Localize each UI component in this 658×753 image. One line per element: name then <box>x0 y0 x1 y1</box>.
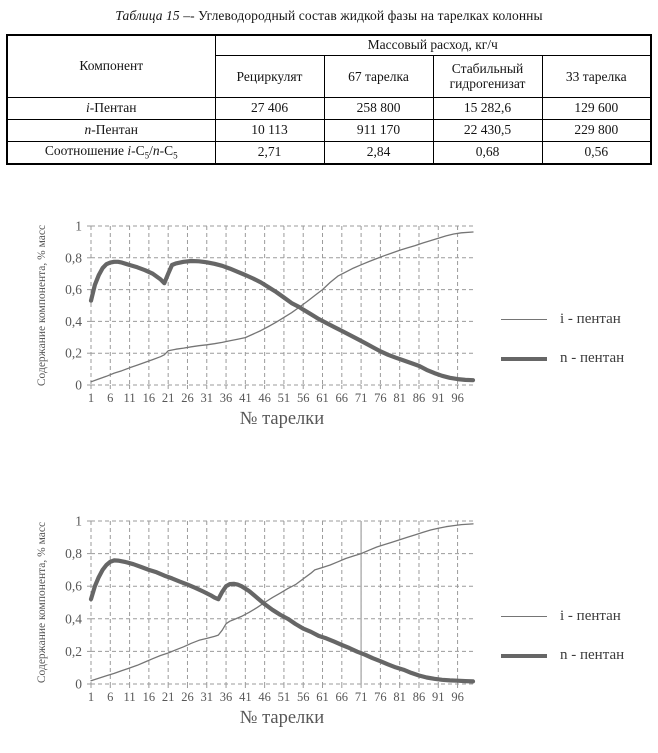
x-axis-labels <box>88 391 464 405</box>
svg-text:41: 41 <box>239 689 252 704</box>
table-row <box>7 119 651 141</box>
svg-text:0,8: 0,8 <box>65 250 82 266</box>
component-name-cell: Соотношение $i-C_5/n-C_5$ <box>7 141 215 163</box>
svg-text:0,2: 0,2 <box>65 643 82 659</box>
chart-top-svg <box>33 214 481 431</box>
thick-line-swatch <box>501 357 547 361</box>
svg-text:1: 1 <box>75 513 82 529</box>
table-body <box>7 97 651 163</box>
component-name-cell: i-Пентан <box>7 97 215 119</box>
svg-text:76: 76 <box>374 689 387 704</box>
svg-text:31: 31 <box>200 689 214 704</box>
svg-text:36: 36 <box>219 689 233 704</box>
series-n-pentane <box>91 261 473 380</box>
svg-text:0: 0 <box>75 676 82 692</box>
header-stable-hydrogenate: Стабильный гидрогенизат <box>433 55 542 97</box>
svg-text:46: 46 <box>258 390 271 405</box>
series-i-pentane <box>91 524 473 681</box>
header-mass-flow-group: Массовый расход, кг/ч <box>215 35 651 55</box>
svg-text:1: 1 <box>87 689 95 704</box>
value-cell: 2,84 <box>324 141 433 163</box>
value-cell: 0,56 <box>542 141 651 163</box>
value-cell: 2,71 <box>215 141 324 163</box>
chart-top-legend <box>501 311 624 367</box>
grid <box>91 521 473 684</box>
svg-text:11: 11 <box>123 390 136 405</box>
document-page <box>0 8 658 753</box>
svg-text:91: 91 <box>432 689 445 704</box>
svg-text:81: 81 <box>393 689 406 704</box>
svg-text:46: 46 <box>258 689 271 704</box>
svg-text:51: 51 <box>277 390 291 405</box>
chart-bottom-legend <box>501 608 624 664</box>
table-row <box>7 97 651 119</box>
svg-text:71: 71 <box>354 390 368 405</box>
svg-text:16: 16 <box>142 390 156 405</box>
legend-label-i-pentane: i - пентан <box>560 311 621 328</box>
figure-chart-top <box>33 214 658 431</box>
value-cell: 27 406 <box>215 97 324 119</box>
svg-text:0,6: 0,6 <box>65 281 82 297</box>
svg-text:86: 86 <box>412 689 426 704</box>
svg-text:0,4: 0,4 <box>65 313 82 329</box>
value-cell: 129 600 <box>542 97 651 119</box>
value-cell: 0,68 <box>433 141 542 163</box>
legend-item-i-pentane <box>501 311 624 328</box>
svg-text:41: 41 <box>239 390 252 405</box>
value-cell: 258 800 <box>324 97 433 119</box>
svg-text:81: 81 <box>393 390 406 405</box>
axis-ticks <box>87 226 458 389</box>
table-caption <box>0 8 658 24</box>
thick-line-swatch <box>501 654 547 658</box>
header-tray-33: 33 тарелка <box>542 55 651 97</box>
value-cell: 22 430,5 <box>433 119 542 141</box>
y-axis-title: Содержание компонента, % масс <box>36 521 48 683</box>
svg-text:26: 26 <box>181 390 194 405</box>
thin-line-swatch <box>501 616 547 617</box>
svg-text:91: 91 <box>432 390 445 405</box>
legend-label-i-pentane: i - пентан <box>560 608 621 625</box>
y-axis-title: Содержание компонента, % масс <box>36 224 48 386</box>
value-cell: 15 282,6 <box>433 97 542 119</box>
y-axis-labels <box>65 513 82 691</box>
svg-text:0,6: 0,6 <box>65 578 82 594</box>
svg-text:51: 51 <box>277 689 291 704</box>
svg-text:76: 76 <box>374 390 387 405</box>
svg-text:0,8: 0,8 <box>65 545 82 561</box>
svg-text:61: 61 <box>316 689 329 704</box>
svg-text:11: 11 <box>123 689 136 704</box>
svg-text:61: 61 <box>316 390 329 405</box>
header-tray-67: 67 тарелка <box>324 55 433 97</box>
svg-text:0,2: 0,2 <box>65 345 82 361</box>
svg-text:21: 21 <box>161 689 175 704</box>
value-cell: 229 800 <box>542 119 651 141</box>
table-row <box>7 141 651 163</box>
y-axis-labels <box>65 218 82 392</box>
x-axis-title: № тарелки <box>239 707 325 728</box>
legend-item-i-pentane <box>501 608 624 625</box>
header-recycle: Рециркулят <box>215 55 324 97</box>
svg-text:26: 26 <box>181 689 194 704</box>
svg-text:1: 1 <box>75 218 82 234</box>
svg-text:0,4: 0,4 <box>65 611 82 627</box>
chart-bottom-svg <box>33 509 481 730</box>
x-axis-labels <box>88 690 464 704</box>
legend-item-n-pentane <box>501 647 624 664</box>
svg-text:16: 16 <box>142 689 156 704</box>
svg-text:96: 96 <box>451 390 464 405</box>
value-cell: 10 113 <box>215 119 324 141</box>
svg-text:1: 1 <box>87 390 95 405</box>
composition-table <box>6 34 652 165</box>
svg-text:6: 6 <box>107 390 114 405</box>
series-i-pentane <box>91 232 473 382</box>
svg-text:66: 66 <box>335 390 349 405</box>
svg-text:71: 71 <box>354 689 368 704</box>
svg-text:56: 56 <box>296 689 310 704</box>
figure-chart-bottom <box>33 509 658 730</box>
svg-text:96: 96 <box>451 689 464 704</box>
table-caption-number: Таблица 15 <box>115 8 180 23</box>
table-caption-text: –- Углеводородный состав жидкой фазы на тарелках колонны <box>179 8 543 23</box>
thin-line-swatch <box>501 319 547 320</box>
svg-text:31: 31 <box>200 390 214 405</box>
svg-text:6: 6 <box>107 689 114 704</box>
legend-label-n-pentane: n - пентан <box>560 647 625 664</box>
header-component: Компонент <box>7 35 215 97</box>
series-n-pentane <box>91 560 473 681</box>
legend-item-n-pentane <box>501 350 624 367</box>
table-header <box>7 35 651 97</box>
legend-label-n-pentane: n - пентан <box>560 350 625 367</box>
component-name-cell: n-Пентан <box>7 119 215 141</box>
x-axis-title: № тарелки <box>239 408 325 429</box>
svg-text:56: 56 <box>296 390 310 405</box>
svg-text:0: 0 <box>75 377 82 393</box>
svg-text:21: 21 <box>161 390 175 405</box>
svg-text:36: 36 <box>219 390 233 405</box>
value-cell: 911 170 <box>324 119 433 141</box>
svg-text:66: 66 <box>335 689 349 704</box>
svg-text:86: 86 <box>412 390 426 405</box>
